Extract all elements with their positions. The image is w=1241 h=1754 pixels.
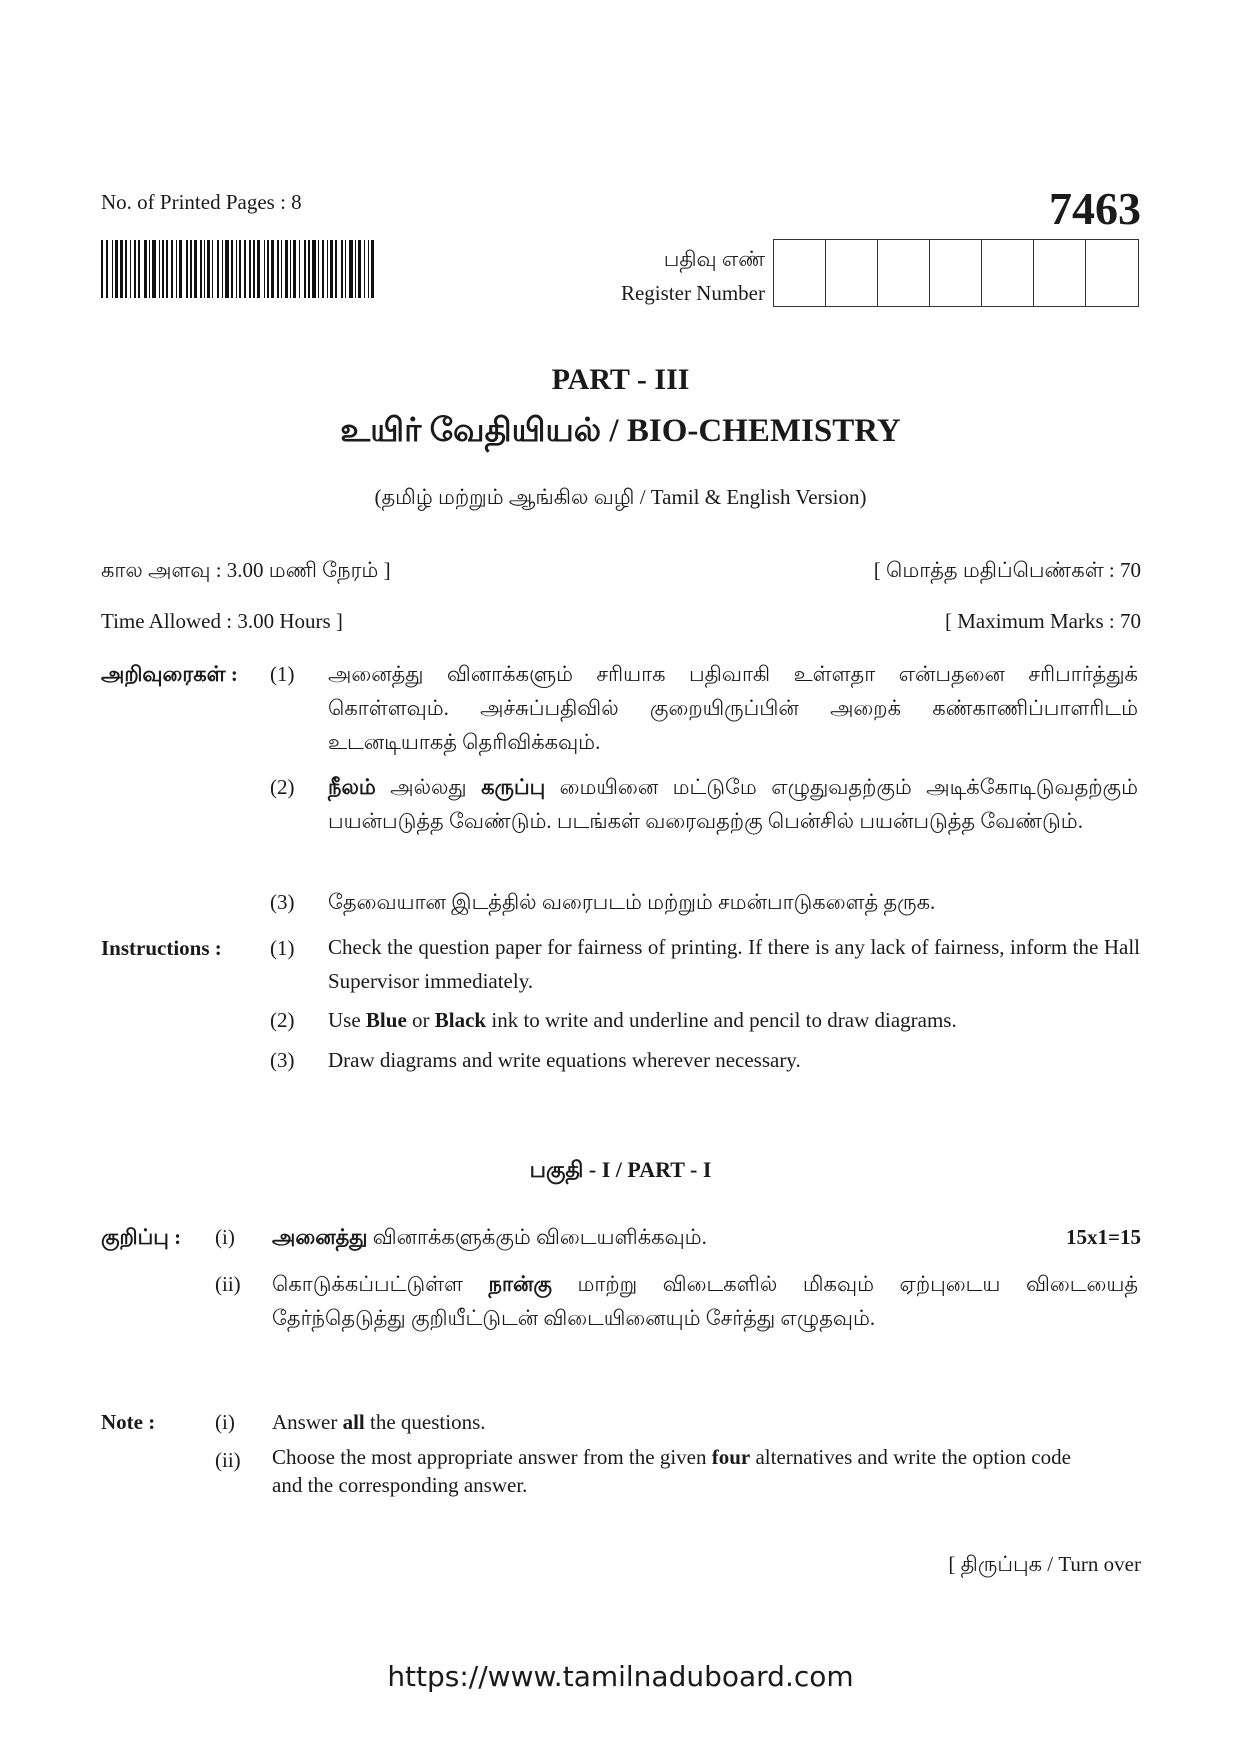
register-digit-box[interactable] (826, 240, 878, 306)
barcode-bar (144, 240, 146, 298)
instructions-english-label: Instructions : (101, 936, 222, 960)
barcode-bar (176, 240, 177, 298)
time-marks-english (101, 609, 1141, 634)
note-tamil-2 (272, 1267, 1138, 1335)
item-number: (2) (270, 1008, 295, 1032)
instruction-english-1: Check the question paper for fairness of printing. If there is any lack of fairness, inform the Hall Supervisor immediately. (328, 935, 1140, 993)
barcode-bar (134, 240, 135, 298)
text-span: Answer (272, 1410, 343, 1434)
item-number: (1) (270, 662, 295, 686)
register-label-tamil: பதிவு எண் (663, 247, 765, 271)
register-digit-box[interactable] (878, 240, 930, 306)
barcode-bar (341, 240, 342, 298)
barcode-bar (271, 240, 274, 298)
barcode-bar (264, 240, 265, 298)
text-span: வினாக்களுக்கும் விடையளிக்கவும். (367, 1225, 707, 1249)
item-number: (ii) (215, 1448, 241, 1472)
instruction-tamil-1: அனைத்து வினாக்களும் சரியாக பதிவாகி உள்ளதா என்பதனை சரிபார்த்துக் கொள்ளவும். அச்சுப்பதிவில் குறையிருப்பின் அறைக் கண்காணிப்பாளரிடம் உடனடியாகத் தெரிவிக்கவும். (328, 662, 1138, 754)
barcode-bar (159, 240, 160, 298)
text-span: alternatives and write the option code and the corresponding answer. (272, 1445, 1071, 1497)
section-title: பகுதி - I / PART - I (529, 1157, 712, 1182)
text-span: கொடுக்கப்பட்டுள்ள (272, 1272, 489, 1296)
barcode-bar (355, 240, 356, 298)
paper-code: 7463 (1049, 183, 1141, 234)
register-digit-box[interactable] (774, 240, 826, 306)
barcode-bar (267, 240, 268, 298)
text-span: or (406, 1008, 435, 1032)
barcode-bar (249, 240, 250, 298)
barcode-bar (194, 240, 197, 298)
barcode (101, 240, 376, 298)
bold-word: all (342, 1410, 365, 1434)
item-number: (2) (270, 775, 295, 799)
barcode-bar (115, 240, 117, 298)
bold-word: Black (434, 1008, 487, 1032)
barcode-bar (335, 240, 337, 298)
time-allowed-english: Time Allowed : 3.00 Hours ] (101, 609, 343, 633)
barcode-bar (290, 240, 291, 298)
instruction-english-3: Draw diagrams and write equations wherever necessary. (328, 1048, 801, 1072)
max-marks-english: [ Maximum Marks : 70 (945, 609, 1141, 633)
barcode-bar (364, 240, 365, 298)
barcode-bar (162, 240, 163, 298)
part-title: PART - III (551, 363, 690, 396)
bold-word: கருப்பு (481, 775, 546, 799)
barcode-bar (120, 240, 123, 298)
barcode-bar (212, 240, 213, 298)
barcode-bar (106, 240, 107, 298)
item-number: (ii) (215, 1272, 241, 1296)
register-digit-box[interactable] (982, 240, 1034, 306)
version-note: (தமிழ் மற்றும் ஆங்கில வழி / Tamil & English Version) (374, 485, 867, 509)
barcode-bar (166, 240, 168, 298)
item-number: (i) (215, 1225, 235, 1249)
text-span: Choose the most appropriate answer from the given (272, 1445, 712, 1469)
note-tamil-1 (272, 1220, 1032, 1254)
bold-word: four (711, 1445, 751, 1469)
barcode-bar (186, 240, 188, 298)
item-number: (i) (215, 1410, 235, 1434)
bold-word: நான்கு (488, 1272, 552, 1296)
note-tamil-label: குறிப்பு : (101, 1225, 182, 1249)
barcode-bar (312, 240, 315, 298)
instruction-tamil-2 (328, 770, 1138, 838)
barcode-bar (349, 240, 352, 298)
register-number-boxes (773, 239, 1139, 307)
barcode-bar (330, 240, 332, 298)
barcode-bar (152, 240, 155, 298)
barcode-bar (368, 240, 369, 298)
barcode-bar (358, 240, 360, 298)
time-allowed-tamil: கால அளவு : 3.00 மணி நேரம் ] (101, 558, 391, 582)
register-label-english: Register Number (620, 281, 765, 305)
note-english-label: Note : (101, 1410, 156, 1434)
register-digit-box[interactable] (1034, 240, 1086, 306)
barcode-bar (204, 240, 205, 298)
barcode-bar (101, 240, 103, 298)
barcode-bar (231, 240, 233, 298)
bold-word: Blue (365, 1008, 407, 1032)
item-number: (3) (270, 1048, 295, 1072)
barcode-bar (222, 240, 223, 298)
register-digit-box[interactable] (930, 240, 982, 306)
instructions-tamil-label: அறிவுரைகள் : (101, 662, 238, 686)
register-number-label (560, 242, 765, 310)
text-span: மையினை மட்டுமே எழுதுவதற்கும் அடிக்கோடிடுவதற்கும் பயன்படுத்த வேண்டும். படங்கள் வரைவதற்கு பென்சில் பயன்படுத்த வேண்டும். (328, 775, 1138, 833)
instruction-tamil-3: தேவையான இடத்தில் வரைபடம் மற்றும் சமன்பாடுகளைத் தருக. (328, 890, 936, 914)
barcode-bar (257, 240, 259, 298)
footer-url[interactable]: https://www.tamilnaduboard.com (387, 1660, 854, 1693)
barcode-bar (293, 240, 295, 298)
barcode-bar (304, 240, 305, 298)
max-marks-tamil: [ மொத்த மதிப்பெண்கள் : 70 (873, 558, 1141, 582)
register-digit-box[interactable] (1086, 240, 1138, 306)
barcode-bar (207, 240, 209, 298)
barcode-bar (371, 240, 373, 298)
barcode-bar (200, 240, 201, 298)
barcode-bar (281, 240, 282, 298)
bold-word: அனைத்து (272, 1225, 368, 1249)
barcode-bar (285, 240, 287, 298)
barcode-bar (299, 240, 300, 298)
barcode-bar (138, 240, 140, 298)
barcode-bar (236, 240, 237, 298)
bold-word: நீலம் (328, 775, 376, 799)
barcode-bar (217, 240, 218, 298)
text-span: மாற்று விடைகளில் மிகவும் ஏற்புடைய விடையைத் தேர்ந்தெடுத்து குறியீட்டுடன் விடையினையும் சேர்த்து எழுதவும். (272, 1272, 1138, 1330)
barcode-bar (308, 240, 310, 298)
instruction-english-2 (328, 1003, 1140, 1037)
barcode-bar (149, 240, 150, 298)
text-span: the questions. (364, 1410, 486, 1434)
turn-over-note: [ திருப்புக / Turn over (948, 1552, 1141, 1576)
barcode-bar (345, 240, 346, 298)
text-span: ink to write and underline and pencil to draw diagrams. (486, 1008, 957, 1032)
time-marks-tamil (101, 558, 1141, 585)
note-english-2 (272, 1443, 1082, 1499)
text-span: Use (328, 1008, 366, 1032)
note-english-1 (272, 1405, 1138, 1439)
printed-pages-count: No. of Printed Pages : 8 (101, 190, 302, 214)
barcode-bar (253, 240, 255, 298)
subject-title: உயிர் வேதியியல் / BIO-CHEMISTRY (340, 413, 901, 449)
item-number: (1) (270, 936, 295, 960)
barcode-bar (244, 240, 246, 298)
barcode-bar (112, 240, 113, 298)
barcode-bar (318, 240, 319, 298)
barcode-bar (130, 240, 131, 298)
barcode-bar (225, 240, 228, 298)
item-number: (3) (270, 890, 295, 914)
barcode-bar (179, 240, 181, 298)
section-marks: 15x1=15 (1066, 1225, 1141, 1249)
text-span: அல்லது (375, 775, 482, 799)
barcode-bar (327, 240, 328, 298)
barcode-bar (125, 240, 126, 298)
barcode-bar (239, 240, 240, 298)
barcode-bar (277, 240, 278, 298)
barcode-bar (171, 240, 172, 298)
barcode-bar (322, 240, 323, 298)
barcode-bar (190, 240, 191, 298)
